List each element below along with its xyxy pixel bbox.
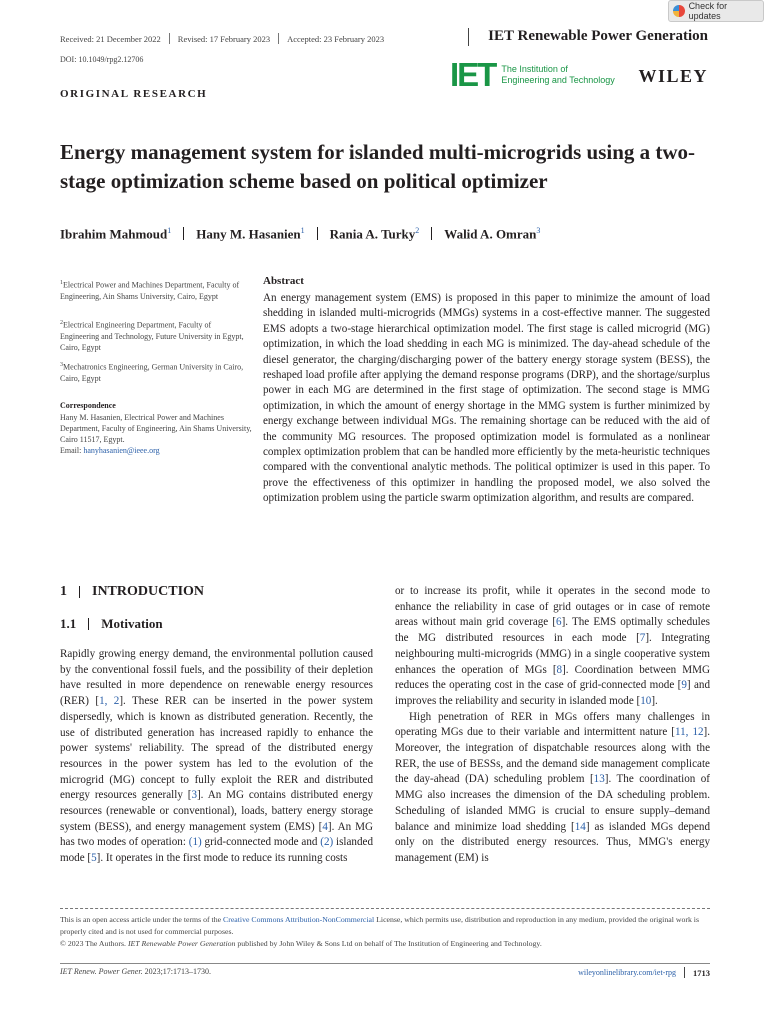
license-link[interactable]: Creative Commons Attribution-NonCommercial xyxy=(223,915,375,924)
divider xyxy=(79,586,80,598)
citation-link[interactable]: 5 xyxy=(91,852,97,865)
email-link[interactable]: hanyhasanien@ieee.org xyxy=(83,446,160,455)
divider xyxy=(169,33,170,44)
citation-link[interactable]: 14 xyxy=(574,820,586,833)
wiley-logo: WILEY xyxy=(638,66,708,86)
citation-link[interactable]: 10 xyxy=(640,694,652,707)
iet-name: The Institution of Engineering and Technology xyxy=(501,63,615,85)
citation-link[interactable]: 4 xyxy=(322,820,328,833)
article-dates xyxy=(60,33,384,44)
crossmark-icon xyxy=(673,5,685,17)
divider xyxy=(88,618,89,630)
citation-link[interactable]: 11, 12 xyxy=(674,726,704,739)
correspondence-heading: Correspondence xyxy=(60,401,116,410)
divider xyxy=(278,33,279,44)
body-column-left xyxy=(60,647,373,867)
paragraph: Rapidly growing energy demand, the environmental pollution caused by the conventional fossil fuels, and the possibility of their depletion have resulted in more dependence on renewable energy resources (RER) [1, 2]. These RER can be inserted in the power system dispersedly, which is known as distributed generation. Recently, the use of distributed generation has increased rapidly to enhance the power systems' reliability. The spread of the distributed energy resources in the power system has led to the evolution of the microgrid (MG) concept to fully exploit the RER and distributed energy resources generally [3]. An MG contains distributed energy resources (renewable or conventional), loads, battery energy storage system (BESS), and energy management system (EMS) [4]. An MG has two modes of operation: (1) grid-connected mode and (2) islanded mode [5]. It operates in the first mode to reduce its running costs xyxy=(60,648,374,865)
correspondence: Hany M. Hasanien, Electrical Power and Machines Department, Faculty of Engineering, Ain Shams University, Cairo 11517, Egypt. Email: hanyhasanien@ieee.org xyxy=(60,413,252,455)
citation-link[interactable]: 6 xyxy=(556,616,562,629)
abstract-heading: Abstract xyxy=(263,275,304,287)
license-notice: This is an open access article under the terms of the Creative Commons Attribution-NonCommercial License, which permits use, distribution and reproduction in any medium, provided the original work is properly cited and is not used for commercial purposes. © 2023 The Authors. IET Renewable Power Generation published by John Wiley & Sons Ltd on behalf of The Institution of Engineering and Technology. xyxy=(60,915,699,948)
body-column-right xyxy=(395,584,710,867)
divider xyxy=(684,967,685,978)
divider xyxy=(60,908,710,909)
section-heading: 1 INTRODUCTION xyxy=(60,584,205,599)
affiliation: $^3$Mechatronics Engineering, German University in Cairo, Cairo, Egypt xyxy=(60,362,244,383)
divider xyxy=(60,963,710,964)
iet-mark: IET xyxy=(450,56,496,93)
citation-link[interactable]: 8 xyxy=(556,663,563,676)
author[interactable]: Rania A. Turky$^2$ xyxy=(329,226,420,242)
author[interactable]: Hany M. Hasanien$^1$ xyxy=(196,226,305,242)
journal-url-link[interactable]: wileyonlinelibrary.com/iet-rpg xyxy=(578,968,676,977)
list-marker-link[interactable]: (1) xyxy=(188,836,202,849)
check-for-updates-label: Check for updates xyxy=(688,1,728,21)
article-type: ORIGINAL RESEARCH xyxy=(60,88,208,100)
divider xyxy=(431,227,432,240)
page-number: 1713 xyxy=(693,967,710,978)
citation-link[interactable]: 3 xyxy=(191,789,197,802)
divider xyxy=(468,28,469,46)
author-list xyxy=(60,226,540,242)
iet-logo xyxy=(450,58,615,91)
divider xyxy=(183,227,184,240)
page-footer xyxy=(578,967,710,978)
accepted-date: Accepted: 23 February 2023 xyxy=(287,33,385,44)
citation-link[interactable]: 13 xyxy=(593,773,605,786)
affiliation: $^2$Electrical Engineering Department, Faculty of Engineering and Technology, Future University in Egypt, Cairo, Egypt xyxy=(60,320,244,352)
citation-link[interactable]: 7 xyxy=(639,632,646,645)
author[interactable]: Ibrahim Mahmoud$^1$ xyxy=(60,226,172,242)
citation-link[interactable]: 1, 2 xyxy=(99,695,120,708)
abstract-text: An energy management system (EMS) is proposed in this paper to minimize the amount of load shedding in islanded multi-microgrids (MMGs) systems in a cost-effective manner. The suggested EMS adopts a two-stage hierarchical optimization model. The first stage is called microgrid (MG) optimization, in which the load shedding in each MG is minimized. The day-ahead schedule of the diesel generator, the charging/discharging power of the battery energy storage system (BESS), the reshaped load profile after applying the demand response programs (DRP), and the shortage/surplus power in each MG are determined in the first stage of optimization. The second stage is MMG optimization, in which the amount of energy shortage in the MMG system is further minimized by energy exchange between individual MGs. The remaining shortage can be reduced with the aid of the community MG resources. The proposed optimization model is formulated as a nonlinear complex optimization problem that can be handled more efficiently by the meta-heuristic techniques compared with the conventional analytic methods. The political optimizer is used in this paper. To prove the effectiveness of this optimizer in handling the proposed model, we also solved the optimization problem using the particle swarm optimization algorithm, and results are compared. xyxy=(263,292,710,505)
check-for-updates-button[interactable] xyxy=(668,0,764,22)
received-date: Received: 21 December 2022 xyxy=(60,33,161,44)
paragraph: High penetration of RER in MGs offers many challenges in operating MGs due to their variable and intermittent nature [11, 12]. Moreover, the integration of dispatchable resources along with the RER, the use of BESSs, and the demand side management complicate the day-ahead (DA) scheduling problem [13]. The coordination of MMG also increases the dimension of the DA scheduling problem. Scheduling of islanded MMG is crucial to ensure supply–demand balance and minimize load shedding [14] as islanded MGs depend only on the distributed energy resources. Thus, MMG's energy management (EM) is xyxy=(395,710,711,864)
author[interactable]: Walid A. Omran$^3$ xyxy=(444,226,541,242)
page-title: Energy management system for islanded multi-microgrids using a two-stage optimization scheme based on political optimizer xyxy=(60,140,696,193)
divider xyxy=(317,227,318,240)
revised-date: Revised: 17 February 2023 xyxy=(177,33,271,44)
doi: DOI: 10.1049/rpg2.12706 xyxy=(60,55,144,64)
journal-name: IET Renewable Power Generation xyxy=(488,28,708,44)
paragraph: or to increase its profit, while it operates in the second mode to enhance the reliability in case of grid outages or in case of remote areas without main grid coverage [6]. The EMS optimally schedules the MG distributed resources in each mode [7]. Integrating neighbouring multi-microgrids (MMG) in a single cooperative system enhances the operation of MGs [8]. Coordination between MMG reduces the operating cost in the case of grid-connected mode [9] and improves the reliability and security in islanded mode [10]. xyxy=(395,585,711,707)
citation-footer: IET Renew. Power Gener. 2023;17:1713–1730. xyxy=(60,967,212,976)
affiliation: $^1$Electrical Power and Machines Department, Faculty of Engineering, Ain Shams University, Cairo, Egypt xyxy=(60,280,240,301)
citation-link[interactable]: 9 xyxy=(681,679,687,692)
subsection-heading: 1.1 Motivation xyxy=(60,616,163,631)
list-marker-link[interactable]: (2) xyxy=(320,836,334,849)
